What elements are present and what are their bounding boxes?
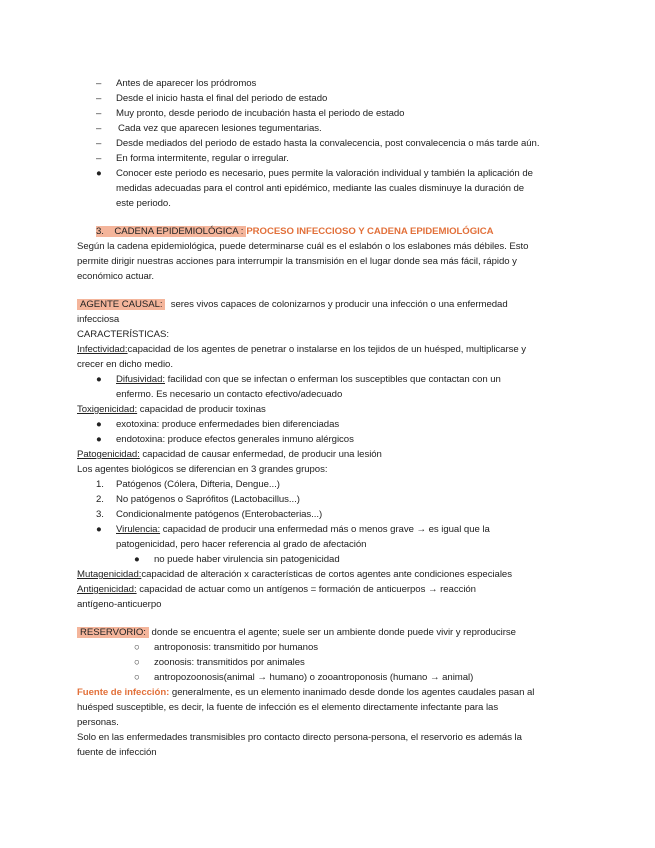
paragraph: antígeno-anticuerpo [77,599,162,610]
dash-item: – Desde mediados del periodo de estado hasta la convalecencia, post convalecencia o más tarde aún. [96,138,540,149]
paragraph: Solo en las enfermedades transmisibles pro contacto directo persona-persona, el reservorio es además la [77,732,522,743]
dash-item: – Antes de aparecer los pródromos [96,78,257,89]
virulencia-def: ● Virulencia: capacidad de producir una enfermedad más o menos grave → es igual que la [96,524,490,535]
paragraph: personas. [77,717,119,728]
numbered-item: 3. Condicionalmente patógenos (Enterobacterias...) [96,509,323,520]
fuente-label: Fuente de infección: [77,687,170,698]
patogenicidad-def: Patogenicidad: capacidad de causar enfermedad, de producir una lesión [77,449,382,460]
circle-item: ○ zoonosis: transmitidos por animales [134,657,305,668]
bullet-item: ● endotoxina: produce efectos generales inmuno alérgicos [96,434,354,445]
term: Toxigenicidad: [77,404,138,415]
dash-item: – Muy pronto, desde periodo de incubación hasta el periodo de estado [96,108,405,119]
numbered-item: 1. Patógenos (Cólera, Difteria, Dengue...) [96,479,280,490]
numbered-item: 2. No patógenos o Saprófitos (Lactobacillus...) [96,494,300,505]
paragraph: infecciosa [77,314,120,325]
section-heading: 3. CADENA EPIDEMIOLÓGICA : PROCESO INFECCIOSO Y CADENA EPIDEMIOLÓGICA [96,226,494,237]
paragraph: fuente de infección [77,747,157,758]
paragraph: enfermo. Es necesario un contacto efectivo/adecuado [116,389,343,400]
circle-item: ○ antropozoonosis(animal → humano) o zooantroponosis (humano → animal) [134,672,474,683]
term: Infectividad: [77,344,128,355]
reservorio-def: RESERVORIO: donde se encuentra el agente; suele ser un ambiente donde puede vivir y reproducirse [77,627,516,639]
term: Antigenicidad: [77,584,137,595]
agente-causal-def: AGENTE CAUSAL: seres vivos capaces de colonizarnos y producir una infección o una enfermedad [77,299,508,311]
bullet-item: ● Conocer este periodo es necesario, pues permite la valoración individual y también la aplicación de [96,168,533,179]
paragraph: huésped susceptible, es decir, la fuente de infección es el elemento directamente infectante para las [77,702,499,713]
reservorio-label: RESERVORIO: [77,627,149,638]
circle-item: ○ antroponosis: transmitido por humanos [134,642,318,653]
infectividad-def: Infectividad:capacidad de los agentes de penetrar o instalarse en los tejidos de un huésped, multiplicarse y [77,344,526,355]
mutagenicidad-def: Mutagenicidad:capacidad de alteración x características de cortos agentes ante condiciones especiales [77,569,512,580]
difusividad-def: ● Difusividad: facilidad con que se infectan o enferman los susceptibles que contactan con un [96,374,501,385]
paragraph: económico actuar. [77,271,155,282]
bullet-item-cont: este periodo. [116,198,171,209]
dash-item: – En forma intermitente, regular o irregular. [96,153,289,164]
agente-causal-label: AGENTE CAUSAL: [77,299,165,310]
caracteristicas-heading: CARACTERÍSTICAS: [77,329,169,340]
dash-item: – Desde el inicio hasta el final del periodo de estado [96,93,328,104]
dash-item: – Cada vez que aparecen lesiones tegumentarias. [96,123,322,134]
term: Mutagenicidad: [77,569,142,580]
paragraph: Los agentes biológicos se diferencian en 3 grandes grupos: [77,464,328,475]
paragraph: patogenicidad, pero hacer referencia al grado de afectación [116,539,367,550]
term: Difusividad: [116,374,165,385]
toxigenicidad-def: Toxigenicidad: capacidad de producir toxinas [77,404,266,415]
fuente-def: Fuente de infección: generalmente, es un elemento inanimado desde donde los agentes caudales pasan al [77,687,535,698]
sub-bullet: ● no puede haber virulencia sin patogenicidad [134,554,340,565]
paragraph: crecer en dicho medio. [77,359,173,370]
bullet-item-cont: medidas adecuadas para el control anti epidémico, mediante las cuales disminuye la duración de [116,183,525,194]
section-label: CADENA EPIDEMIOLÓGICA : [114,226,244,237]
term: Virulencia: [116,524,161,535]
paragraph: permite dirigir nuestras acciones para interrumpir la transmisión en el lugar donde sea más fácil, rápido y [77,256,517,267]
paragraph: Según la cadena epidemiológica, puede determinarse cuál es el eslabón o los eslabones más débiles. Esto [77,241,529,252]
term: Patogenicidad: [77,449,140,460]
antigenicidad-def: Antigenicidad: capacidad de actuar como un antígenos = formación de anticuerpos → reacción [77,584,476,595]
section-subtitle: PROCESO INFECCIOSO Y CADENA EPIDEMIOLÓGICA [246,226,494,237]
bullet-item: ● exotoxina: produce enfermedades bien diferenciadas [96,419,340,430]
